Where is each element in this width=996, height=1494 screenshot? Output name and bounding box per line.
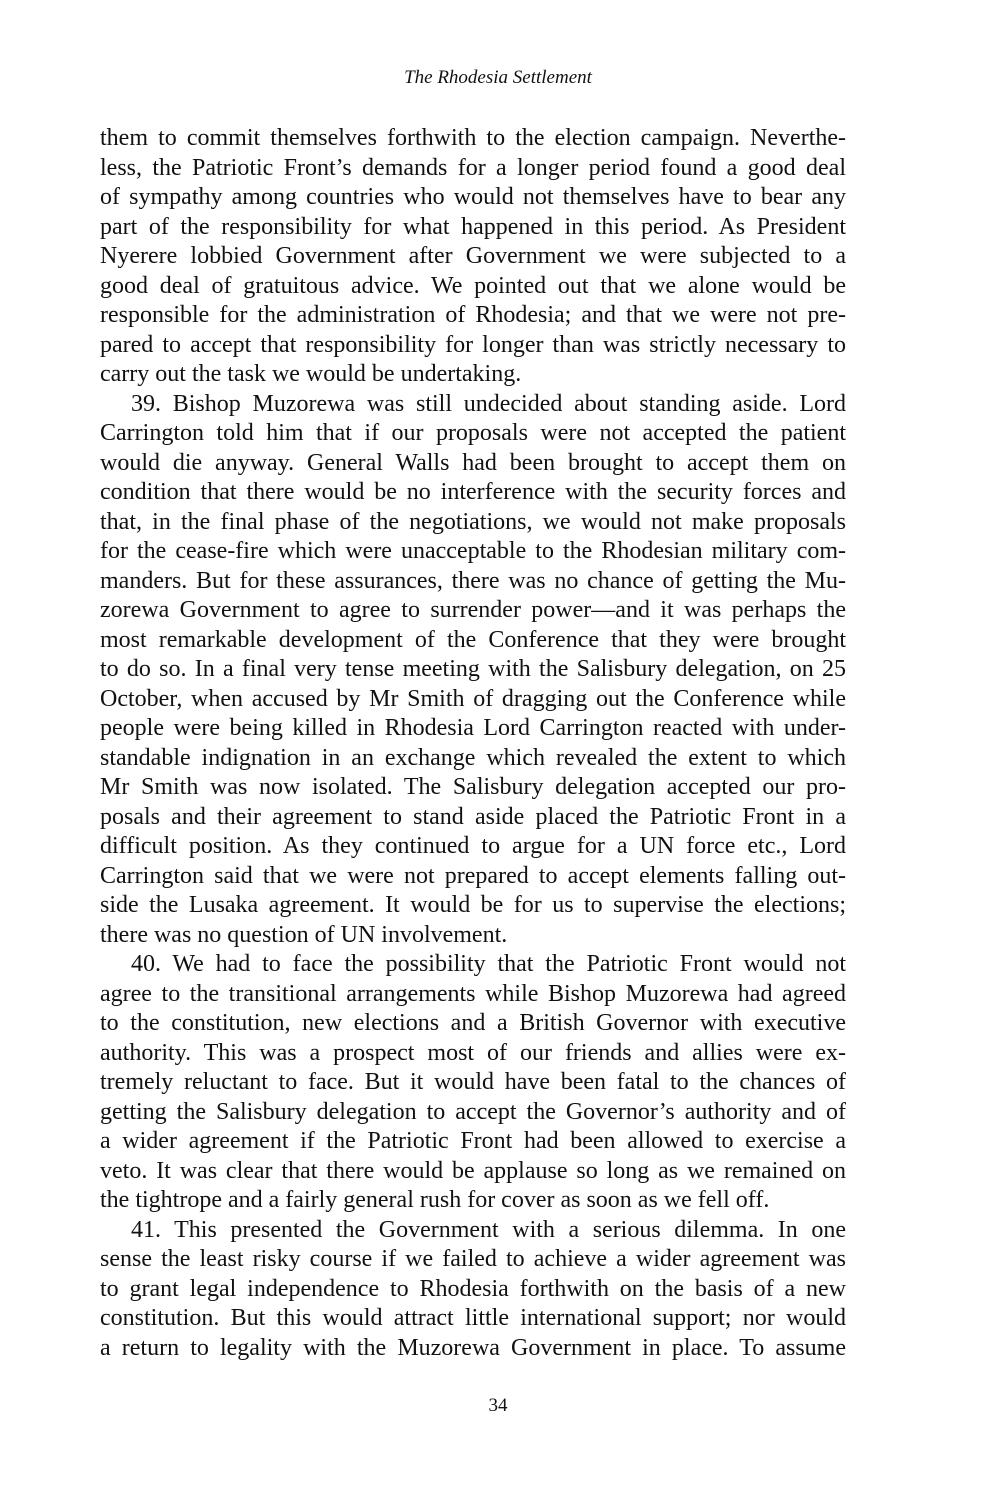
paragraph-39: [100, 390, 846, 951]
text-line: a return to legality with the Muzorewa Government in place. To assume: [100, 1334, 846, 1361]
text-line: zorewa Government to agree to surrender power—and it was perhaps the: [100, 597, 846, 623]
text-line: carry out the task we would be undertaking.: [100, 361, 522, 387]
running-head: The Rhodesia Settlement: [404, 67, 592, 88]
text-line: veto. It was clear that there would be applause so long as we remained on: [100, 1157, 846, 1184]
text-line: tremely reluctant to face. But it would have been fatal to the chances of: [100, 1069, 846, 1095]
text-line: agree to the transitional arrangements while Bishop Muzorewa had agreed: [100, 980, 846, 1007]
text-line: standable indignation in an exchange which revealed the extent to which: [100, 744, 846, 771]
text-line: them to commit themselves forthwith to the election campaign. Neverthe-: [100, 125, 846, 151]
text-line: 41. This presented the Government with a serious dilemma. In one: [131, 1216, 846, 1243]
text-line: less, the Patriotic Front’s demands for a longer period found a good deal: [100, 154, 846, 181]
text-line: of sympathy among countries who would not themselves have to bear any: [100, 184, 846, 210]
text-line: to grant legal independence to Rhodesia forthwith on the basis of a new: [100, 1275, 846, 1302]
text-line: Carrington said that we were not prepared to accept elements falling out-: [100, 862, 846, 889]
text-line: people were being killed in Rhodesia Lord Carrington reacted with under-: [100, 715, 846, 741]
text-line: 40. We had to face the possibility that the Patriotic Front would not: [131, 951, 846, 977]
text-line: manders. But for these assurances, there was no chance of getting the Mu-: [100, 567, 846, 594]
text-line: there was no question of UN involvement.: [100, 921, 508, 948]
text-line: for the cease-fire which were unacceptable to the Rhodesian military com-: [100, 538, 846, 564]
text-line: responsible for the administration of Rhodesia; and that we were not pre-: [100, 302, 846, 328]
text-line: Mr Smith was now isolated. The Salisbury delegation accepted our pro-: [100, 774, 846, 800]
text-line: Carrington told him that if our proposals were not accepted the patient: [100, 420, 846, 446]
text-line: pared to accept that responsibility for longer than was strictly necessary to: [100, 331, 846, 358]
text-line: authority. This was a prospect most of our friends and allies were ex-: [100, 1039, 846, 1066]
text-line: a wider agreement if the Patriotic Front had been allowed to exercise a: [100, 1128, 846, 1154]
paragraph-40: [100, 950, 846, 1216]
text-line: getting the Salisbury delegation to accept the Governor’s authority and of: [100, 1098, 846, 1125]
text-line: that, in the final phase of the negotiations, we would not make proposals: [100, 508, 846, 535]
text-line: constitution. But this would attract little international support; nor would: [100, 1305, 846, 1331]
text-line: would die anyway. General Walls had been brought to accept them on: [100, 449, 846, 476]
text-line: condition that there would be no interference with the security forces and: [100, 479, 846, 505]
text-line: side the Lusaka agreement. It would be for us to supervise the elections;: [100, 892, 846, 918]
text-line: posals and their agreement to stand aside placed the Patriotic Front in a: [100, 803, 846, 830]
text-line: to the constitution, new elections and a British Governor with executive: [100, 1010, 846, 1036]
text-line: part of the responsibility for what happened in this period. As President: [100, 213, 846, 240]
text-line: the tightrope and a fairly general rush for cover as soon as we fell off.: [100, 1187, 770, 1213]
body-text: [100, 124, 846, 1363]
text-line: sense the least risky course if we failed to achieve a wider agreement was: [100, 1246, 846, 1272]
paragraph-1: [100, 124, 846, 390]
text-line: to do so. In a final very tense meeting with the Salisbury delegation, on 25: [100, 656, 846, 682]
text-line: Nyerere lobbied Government after Government we were subjected to a: [100, 243, 846, 269]
text-line: good deal of gratuitous advice. We pointed out that we alone would be: [100, 272, 846, 299]
text-line: October, when accused by Mr Smith of dragging out the Conference while: [100, 685, 846, 712]
text-line: 39. Bishop Muzorewa was still undecided about standing aside. Lord: [131, 390, 846, 417]
page-number: 34: [488, 1395, 508, 1416]
text-line: most remarkable development of the Conference that they were brought: [100, 626, 846, 653]
text-line: difficult position. As they continued to argue for a UN force etc., Lord: [100, 833, 846, 859]
paragraph-41: [100, 1216, 846, 1364]
